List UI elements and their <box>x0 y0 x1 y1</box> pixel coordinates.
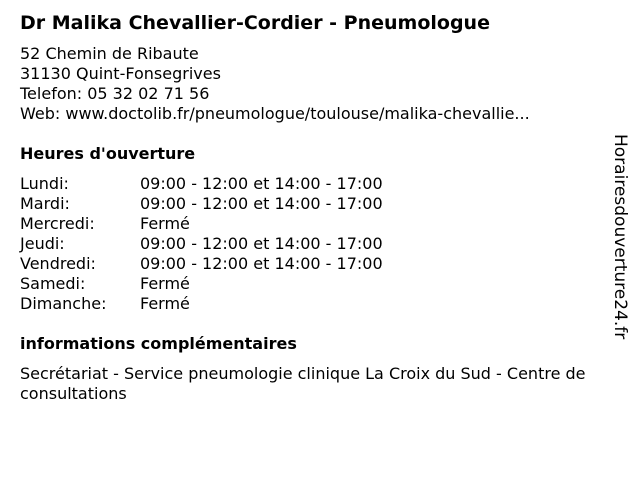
day-hours: Fermé <box>140 274 190 293</box>
opening-hours-heading: Heures d'ouverture <box>20 144 196 163</box>
hours-row-thursday <box>20 234 600 254</box>
site-watermark: Horairesdouverture24.fr <box>610 134 630 340</box>
day-hours: 09:00 - 12:00 et 14:00 - 17:00 <box>140 174 383 193</box>
day-label: Dimanche: <box>20 294 107 313</box>
day-hours: Fermé <box>140 214 190 233</box>
website-link: Web: www.doctolib.fr/pneumologue/toulouse/malika-chevallie... <box>20 104 530 123</box>
additional-info-text: Secrétariat - Service pneumologie clinique La Croix du Sud - Centre de consultations <box>20 364 586 403</box>
page-title: Dr Malika Chevallier-Cordier - Pneumologue <box>20 12 490 34</box>
street-address: 52 Chemin de Ribaute <box>20 44 199 63</box>
hours-row-monday <box>20 174 600 194</box>
hours-row-saturday <box>20 274 600 294</box>
day-hours: 09:00 - 12:00 et 14:00 - 17:00 <box>140 194 383 213</box>
hours-row-sunday <box>20 294 600 314</box>
day-hours: 09:00 - 12:00 et 14:00 - 17:00 <box>140 254 383 273</box>
hours-row-friday <box>20 254 600 274</box>
day-label: Mardi: <box>20 194 70 213</box>
hours-row-tuesday <box>20 194 600 214</box>
city-postal-code: 31130 Quint-Fonsegrives <box>20 64 221 83</box>
day-label: Mercredi: <box>20 214 95 233</box>
additional-info-heading: informations complémentaires <box>20 334 297 353</box>
day-hours: Fermé <box>140 294 190 313</box>
day-label: Samedi: <box>20 274 86 293</box>
day-hours: 09:00 - 12:00 et 14:00 - 17:00 <box>140 234 383 253</box>
business-card <box>20 10 600 404</box>
day-label: Vendredi: <box>20 254 96 273</box>
address-block <box>20 44 600 124</box>
phone-number: Telefon: 05 32 02 71 56 <box>20 84 210 103</box>
day-label: Jeudi: <box>20 234 65 253</box>
opening-hours-table <box>20 174 600 314</box>
day-label: Lundi: <box>20 174 69 193</box>
hours-row-wednesday <box>20 214 600 234</box>
